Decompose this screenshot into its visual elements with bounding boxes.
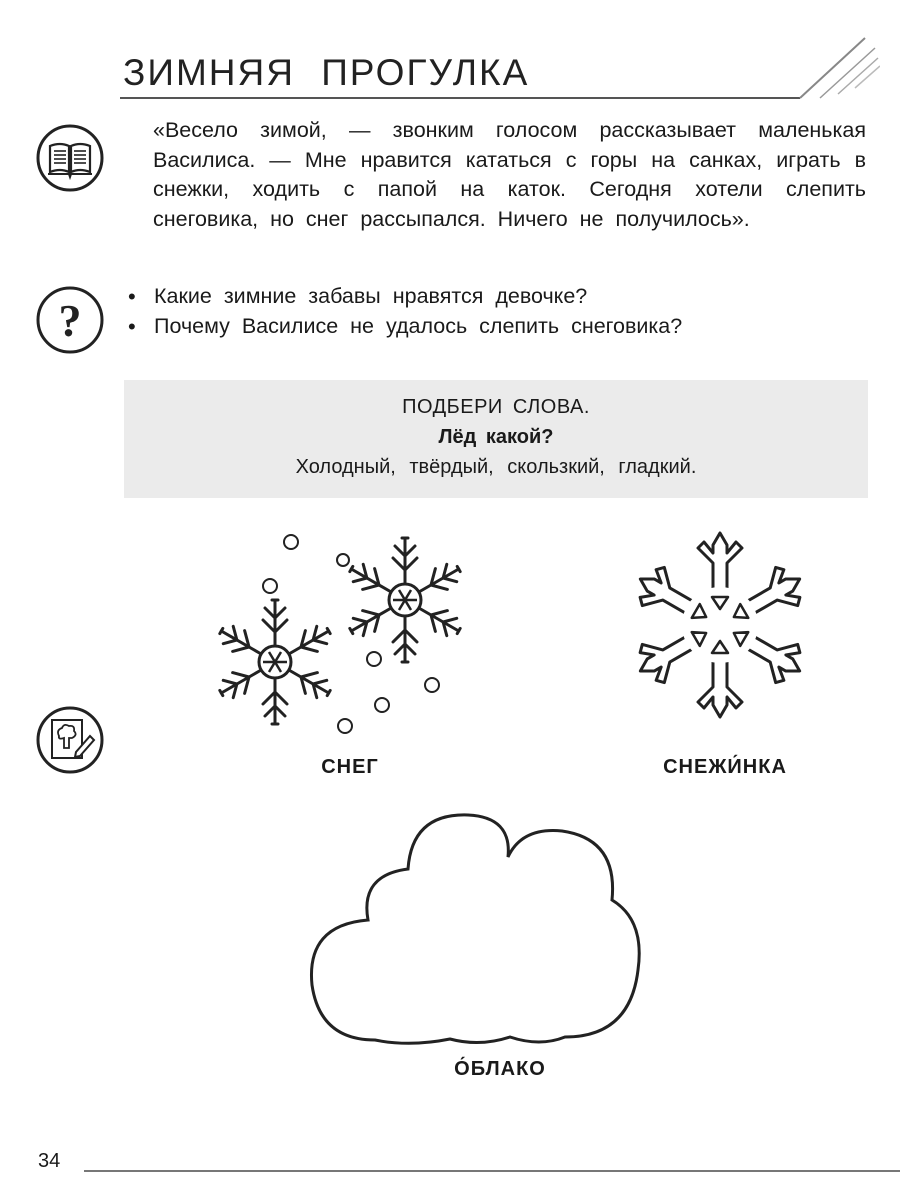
- task-question: Лёд какой?: [438, 426, 554, 448]
- cloud-caption: О́БЛАКО: [454, 1058, 546, 1080]
- question-item: [128, 312, 868, 342]
- bullet: •: [128, 284, 136, 309]
- snow-illustration: [200, 525, 480, 755]
- task-heading: ПОДБЕРИ СЛОВА.: [402, 396, 590, 418]
- book-icon: [36, 124, 104, 192]
- question-mark-icon: [36, 286, 104, 354]
- question-glyph: ?: [58, 295, 82, 346]
- cloud-illustration: [300, 805, 650, 1050]
- question-text: Какие зимние забавы нравятся девочке?: [154, 284, 588, 308]
- snowflake-illustration: [620, 525, 820, 725]
- footer-divider: [84, 1170, 900, 1172]
- snowflake-caption: СНЕЖИ́НКА: [663, 756, 787, 778]
- question-text: Почему Василисе не удалось слепить снеговика?: [154, 313, 683, 338]
- task-answer: Холодный, твёрдый, скользкий, гладкий.: [295, 456, 697, 478]
- page-number: 34: [38, 1150, 61, 1172]
- question-list: [128, 282, 868, 341]
- story-text: «Весело зимой, — звонким голосом рассказывает маленькая Василиса. — Мне нравится кататься с горы на санках, играть в снежки, ходить с папой на каток. Сегодня хотели слепить снеговика, но снег рассыпался. Ничего не получилось».: [153, 118, 866, 231]
- task-box: [124, 380, 868, 498]
- drawing-pencil-icon: [36, 706, 104, 774]
- bullet: •: [128, 313, 136, 339]
- question-item: [128, 282, 868, 312]
- snow-caption: СНЕГ: [321, 756, 379, 778]
- page-title: ЗИМНЯЯ ПРОГУЛКА: [123, 52, 530, 93]
